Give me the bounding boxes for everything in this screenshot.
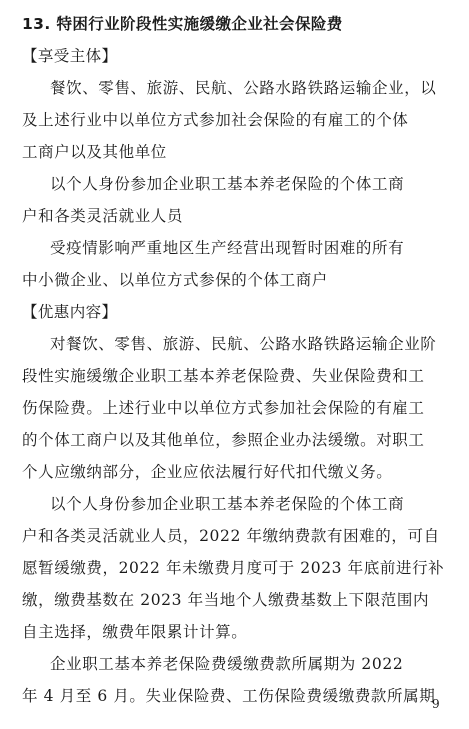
- benefits-para2-line2: 户和各类灵活就业人员，2022 年缴纳费款有困难的，可自: [22, 527, 440, 545]
- benefits-para1-line4: 的个体工商户以及其他单位，参照企业办法缓缴。对职工: [22, 431, 425, 449]
- benefits-para3-line1: 企业职工基本养老保险费缓缴费款所属期为 2022: [50, 655, 404, 673]
- benefits-para1-line5: 个人应缴纳部分，企业应依法履行好代扣代缴义务。: [22, 463, 393, 481]
- benefits-para2-line1: 以个人身份参加企业职工基本养老保险的个体工商: [50, 495, 405, 513]
- beneficiaries-heading: 【享受主体】: [22, 47, 118, 65]
- benefits-heading: 【优惠内容】: [22, 303, 118, 321]
- page-number: 9: [432, 697, 440, 711]
- beneficiaries-para3-line2: 中小微企业、以单位方式参保的个体工商户: [22, 271, 328, 289]
- benefits-para2-line3: 愿暂缓缴费，2022 年未缴费月度可于 2023 年底前进行补: [22, 559, 445, 577]
- beneficiaries-para2-line1: 以个人身份参加企业职工基本养老保险的个体工商: [50, 175, 405, 193]
- benefits-para3-line2: 年 4 月至 6 月。失业保险费、工伤保险费缓缴费款所属期: [22, 687, 436, 705]
- beneficiaries-para1-line1: 餐饮、零售、旅游、民航、公路水路铁路运输企业，以: [50, 79, 437, 97]
- section-title: 13. 特困行业阶段性实施缓缴企业社会保险费: [22, 15, 343, 33]
- beneficiaries-para1-line2: 及上述行业中以单位方式参加社会保险的有雇工的个体: [22, 111, 409, 129]
- benefits-para2-line4: 缴，缴费基数在 2023 年当地个人缴费基数上下限范围内: [22, 591, 430, 609]
- benefits-para1-line3: 伤保险费。上述行业中以单位方式参加社会保险的有雇工: [22, 399, 425, 417]
- benefits-para1-line1: 对餐饮、零售、旅游、民航、公路水路铁路运输企业阶: [50, 335, 437, 353]
- benefits-para1-line2: 段性实施缓缴企业职工基本养老保险费、失业保险费和工: [22, 367, 425, 385]
- beneficiaries-para1-line3: 工商户以及其他单位: [22, 143, 167, 161]
- beneficiaries-para3-line1: 受疫情影响严重地区生产经营出现暂时困难的所有: [50, 239, 405, 257]
- benefits-para2-line5: 自主选择，缴费年限累计计算。: [22, 623, 248, 641]
- beneficiaries-para2-line2: 户和各类灵活就业人员: [22, 207, 184, 225]
